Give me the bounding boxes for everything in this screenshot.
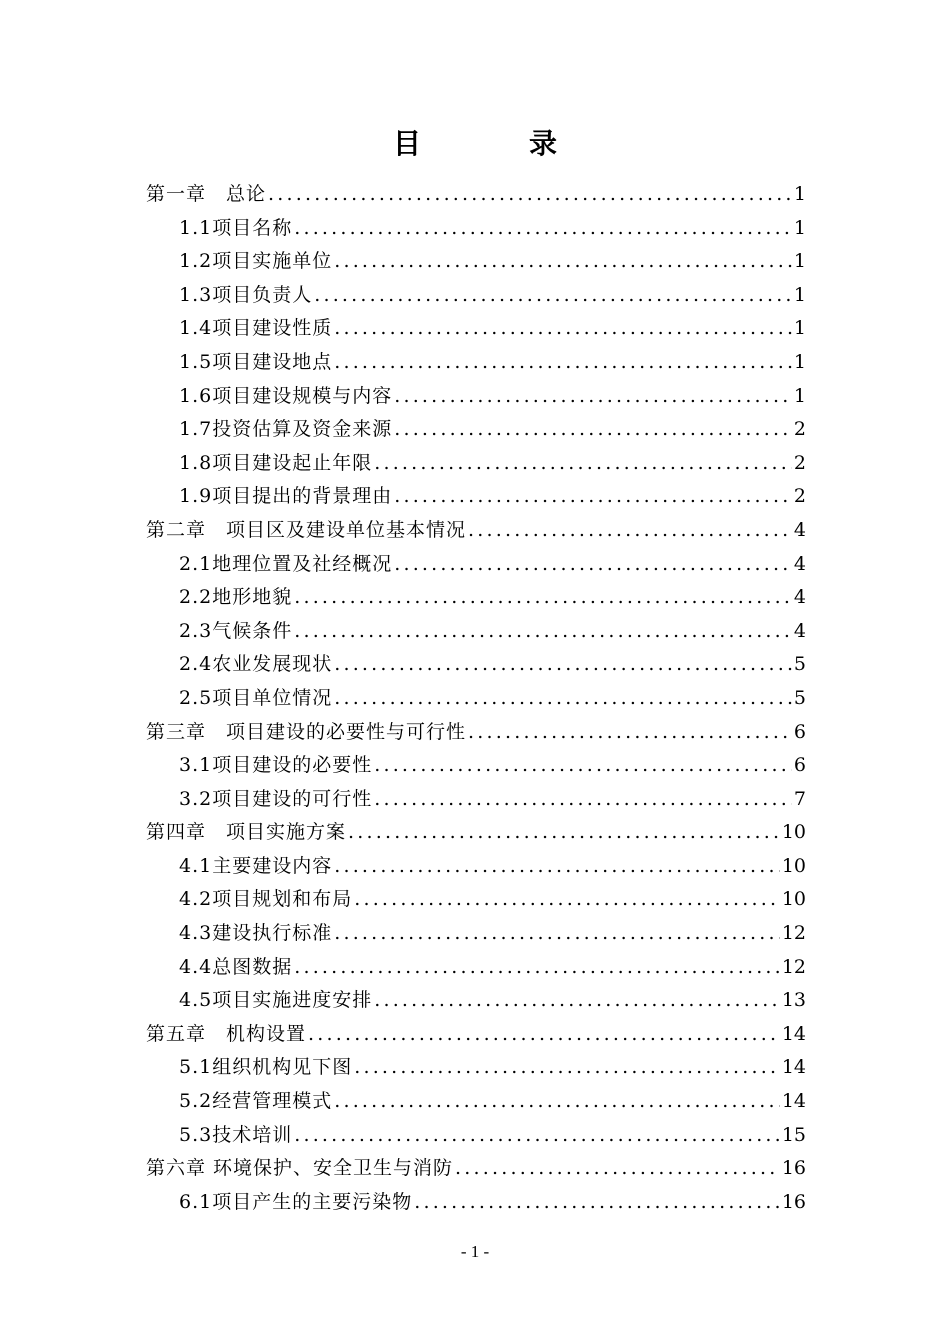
toc-entry-page-number: 14 bbox=[781, 1056, 806, 1079]
toc-chapter-entry[interactable] bbox=[146, 716, 806, 750]
toc-entry-label: 4.4总图数据 bbox=[179, 955, 293, 978]
toc-section-entry[interactable] bbox=[146, 783, 806, 817]
toc-entry-label: 第一章 总论 bbox=[146, 183, 267, 205]
toc-entry-label: 2.4农业发展现状 bbox=[179, 653, 333, 676]
toc-entry-label: 4.3建设执行标准 bbox=[179, 922, 333, 945]
toc-dot-leader bbox=[294, 212, 792, 246]
toc-entry-label: 2.5项目单位情况 bbox=[179, 686, 333, 709]
page-title: 目 录 bbox=[392, 127, 597, 160]
toc-section-entry[interactable] bbox=[146, 413, 806, 447]
toc-entry-label: 第六章 环境保护、安全卫生与消防 bbox=[146, 1157, 454, 1180]
toc-entry-label: 1.1项目名称 bbox=[179, 216, 293, 239]
toc-entry-page-number: 16 bbox=[781, 1157, 806, 1180]
toc-dot-leader bbox=[334, 346, 792, 380]
toc-entry-label: 3.2项目建设的可行性 bbox=[179, 787, 373, 810]
toc-section-entry[interactable] bbox=[146, 312, 806, 346]
toc-entry-page-number: 2 bbox=[793, 485, 806, 508]
toc-section-entry[interactable] bbox=[146, 380, 806, 414]
toc-entry-page-number: 1 bbox=[793, 350, 806, 373]
toc-entry-page-number: 1 bbox=[793, 384, 806, 407]
toc-section-entry[interactable] bbox=[146, 279, 806, 313]
toc-chapter-entry[interactable] bbox=[146, 1018, 806, 1052]
toc-entry-page-number: 4 bbox=[793, 586, 806, 609]
toc-entry-page-number: 15 bbox=[781, 1123, 806, 1146]
toc-entry-page-number: 5 bbox=[793, 653, 806, 676]
toc-entry-page-number: 12 bbox=[781, 955, 806, 978]
toc-dot-leader bbox=[308, 1018, 780, 1052]
toc-chapter-entry[interactable] bbox=[146, 514, 806, 548]
toc-dot-leader bbox=[394, 548, 792, 582]
toc-entry-label: 2.3气候条件 bbox=[179, 619, 293, 642]
toc-section-entry[interactable] bbox=[146, 1051, 806, 1085]
toc-entry-page-number: 12 bbox=[781, 922, 806, 945]
toc-section-entry[interactable] bbox=[146, 1085, 806, 1119]
toc-dot-leader bbox=[294, 581, 792, 615]
toc-dot-leader bbox=[334, 850, 780, 884]
toc-dot-leader bbox=[374, 984, 780, 1018]
toc-entry-label: 2.1地理位置及社经概况 bbox=[179, 552, 393, 575]
toc-section-entry[interactable] bbox=[146, 346, 806, 380]
toc-dot-leader bbox=[394, 480, 792, 514]
toc-chapter-entry[interactable] bbox=[146, 1152, 806, 1186]
toc-entry-label: 1.4项目建设性质 bbox=[179, 317, 333, 340]
toc-dot-leader bbox=[334, 682, 792, 716]
toc-entry-page-number: 2 bbox=[793, 418, 806, 441]
toc-entry-page-number: 4 bbox=[793, 619, 806, 642]
toc-dot-leader bbox=[294, 1119, 780, 1153]
toc-entry-page-number: 4 bbox=[793, 518, 806, 541]
toc-entry-page-number: 14 bbox=[781, 1090, 806, 1113]
toc-section-entry[interactable] bbox=[146, 615, 806, 649]
toc-dot-leader bbox=[468, 514, 792, 548]
toc-dot-leader bbox=[394, 413, 792, 447]
toc-dot-leader bbox=[374, 749, 792, 783]
toc-entry-label: 3.1项目建设的必要性 bbox=[179, 754, 373, 777]
toc-entry-label: 第五章 机构设置 bbox=[146, 1022, 307, 1045]
toc-entry-label: 4.1主要建设内容 bbox=[179, 854, 333, 877]
toc-dot-leader bbox=[468, 716, 792, 750]
toc-dot-leader bbox=[354, 1051, 780, 1085]
toc-entry-label: 1.5项目建设地点 bbox=[179, 350, 333, 373]
page-number-footer: - 1 - bbox=[460, 1242, 490, 1261]
toc-dot-leader bbox=[334, 1085, 780, 1119]
toc-dot-leader bbox=[414, 1186, 780, 1220]
toc-entry-page-number: 16 bbox=[781, 1190, 806, 1213]
toc-entry-label: 2.2地形地貌 bbox=[179, 586, 293, 609]
toc-entry-page-number: 1 bbox=[793, 283, 806, 306]
toc-entry-label: 1.9项目提出的背景理由 bbox=[179, 485, 393, 508]
toc-entry-label: 6.1项目产生的主要污染物 bbox=[179, 1190, 413, 1213]
toc-section-entry[interactable] bbox=[146, 1186, 806, 1220]
toc-entry-page-number: 1 bbox=[793, 317, 806, 340]
toc-section-entry[interactable] bbox=[146, 648, 806, 682]
toc-entry-label: 4.2项目规划和布局 bbox=[179, 888, 353, 911]
toc-dot-leader bbox=[268, 178, 792, 212]
toc-section-entry[interactable] bbox=[146, 951, 806, 985]
toc-section-entry[interactable] bbox=[146, 480, 806, 514]
toc-dot-leader bbox=[334, 648, 792, 682]
toc-entry-page-number: 1 bbox=[793, 250, 806, 273]
toc-entry-label: 4.5项目实施进度安排 bbox=[179, 989, 373, 1012]
toc-section-entry[interactable] bbox=[146, 1119, 806, 1153]
toc-dot-leader bbox=[334, 245, 792, 279]
toc-entry-label: 第二章 项目区及建设单位基本情况 bbox=[146, 518, 467, 541]
toc-section-entry[interactable] bbox=[146, 850, 806, 884]
toc-entry-label: 第四章 项目实施方案 bbox=[146, 821, 347, 844]
toc-entry-page-number: 6 bbox=[793, 720, 806, 743]
toc-section-entry[interactable] bbox=[146, 212, 806, 246]
toc-dot-leader bbox=[294, 615, 792, 649]
toc-section-entry[interactable] bbox=[146, 984, 806, 1018]
toc-entry-label: 5.3技术培训 bbox=[179, 1123, 293, 1146]
toc-dot-leader bbox=[374, 783, 792, 817]
toc-entry-label: 5.2经营管理模式 bbox=[179, 1090, 333, 1113]
toc-entry-page-number: 10 bbox=[781, 888, 806, 911]
toc-entry-label: 1.7投资估算及资金来源 bbox=[179, 418, 393, 441]
toc-dot-leader bbox=[294, 951, 780, 985]
toc-dot-leader bbox=[334, 917, 780, 951]
toc-entry-page-number: 10 bbox=[781, 821, 806, 844]
toc-chapter-entry[interactable] bbox=[146, 816, 806, 850]
toc-entry-page-number: 4 bbox=[793, 552, 806, 575]
toc-section-entry[interactable] bbox=[146, 581, 806, 615]
toc-section-entry[interactable] bbox=[146, 682, 806, 716]
toc-section-entry[interactable] bbox=[146, 548, 806, 582]
toc-chapter-entry[interactable] bbox=[146, 178, 806, 212]
toc-dot-leader bbox=[455, 1152, 780, 1186]
toc-entry-label: 1.8项目建设起止年限 bbox=[179, 451, 373, 474]
toc-entry-label: 5.1组织机构见下图 bbox=[179, 1056, 353, 1079]
toc-entry-label: 第三章 项目建设的必要性与可行性 bbox=[146, 720, 467, 743]
toc-entry-page-number: 6 bbox=[793, 754, 806, 777]
toc-entry-page-number: 10 bbox=[781, 854, 806, 877]
toc-entry-page-number: 7 bbox=[793, 787, 806, 810]
toc-dot-leader bbox=[348, 816, 780, 850]
toc-entry-page-number: 2 bbox=[793, 451, 806, 474]
toc-entry-label: 1.2项目实施单位 bbox=[179, 250, 333, 273]
toc-section-entry[interactable] bbox=[146, 749, 806, 783]
toc-dot-leader bbox=[334, 312, 792, 346]
toc-dot-leader bbox=[374, 447, 792, 481]
toc-dot-leader bbox=[354, 883, 780, 917]
toc-section-entry[interactable] bbox=[146, 883, 806, 917]
toc-dot-leader bbox=[394, 380, 792, 414]
toc-entry-page-number: 1 bbox=[793, 216, 806, 239]
toc-entry-page-number: 13 bbox=[781, 989, 806, 1012]
toc-section-entry[interactable] bbox=[146, 245, 806, 279]
table-of-contents bbox=[146, 178, 806, 1219]
toc-entry-label: 1.3项目负责人 bbox=[179, 283, 313, 306]
toc-section-entry[interactable] bbox=[146, 917, 806, 951]
toc-entry-page-number: 5 bbox=[793, 686, 806, 709]
toc-entry-page-number: 14 bbox=[781, 1022, 806, 1045]
toc-entry-page-number: 1 bbox=[793, 183, 806, 205]
toc-section-entry[interactable] bbox=[146, 447, 806, 481]
toc-dot-leader bbox=[314, 279, 792, 313]
toc-entry-label: 1.6项目建设规模与内容 bbox=[179, 384, 393, 407]
